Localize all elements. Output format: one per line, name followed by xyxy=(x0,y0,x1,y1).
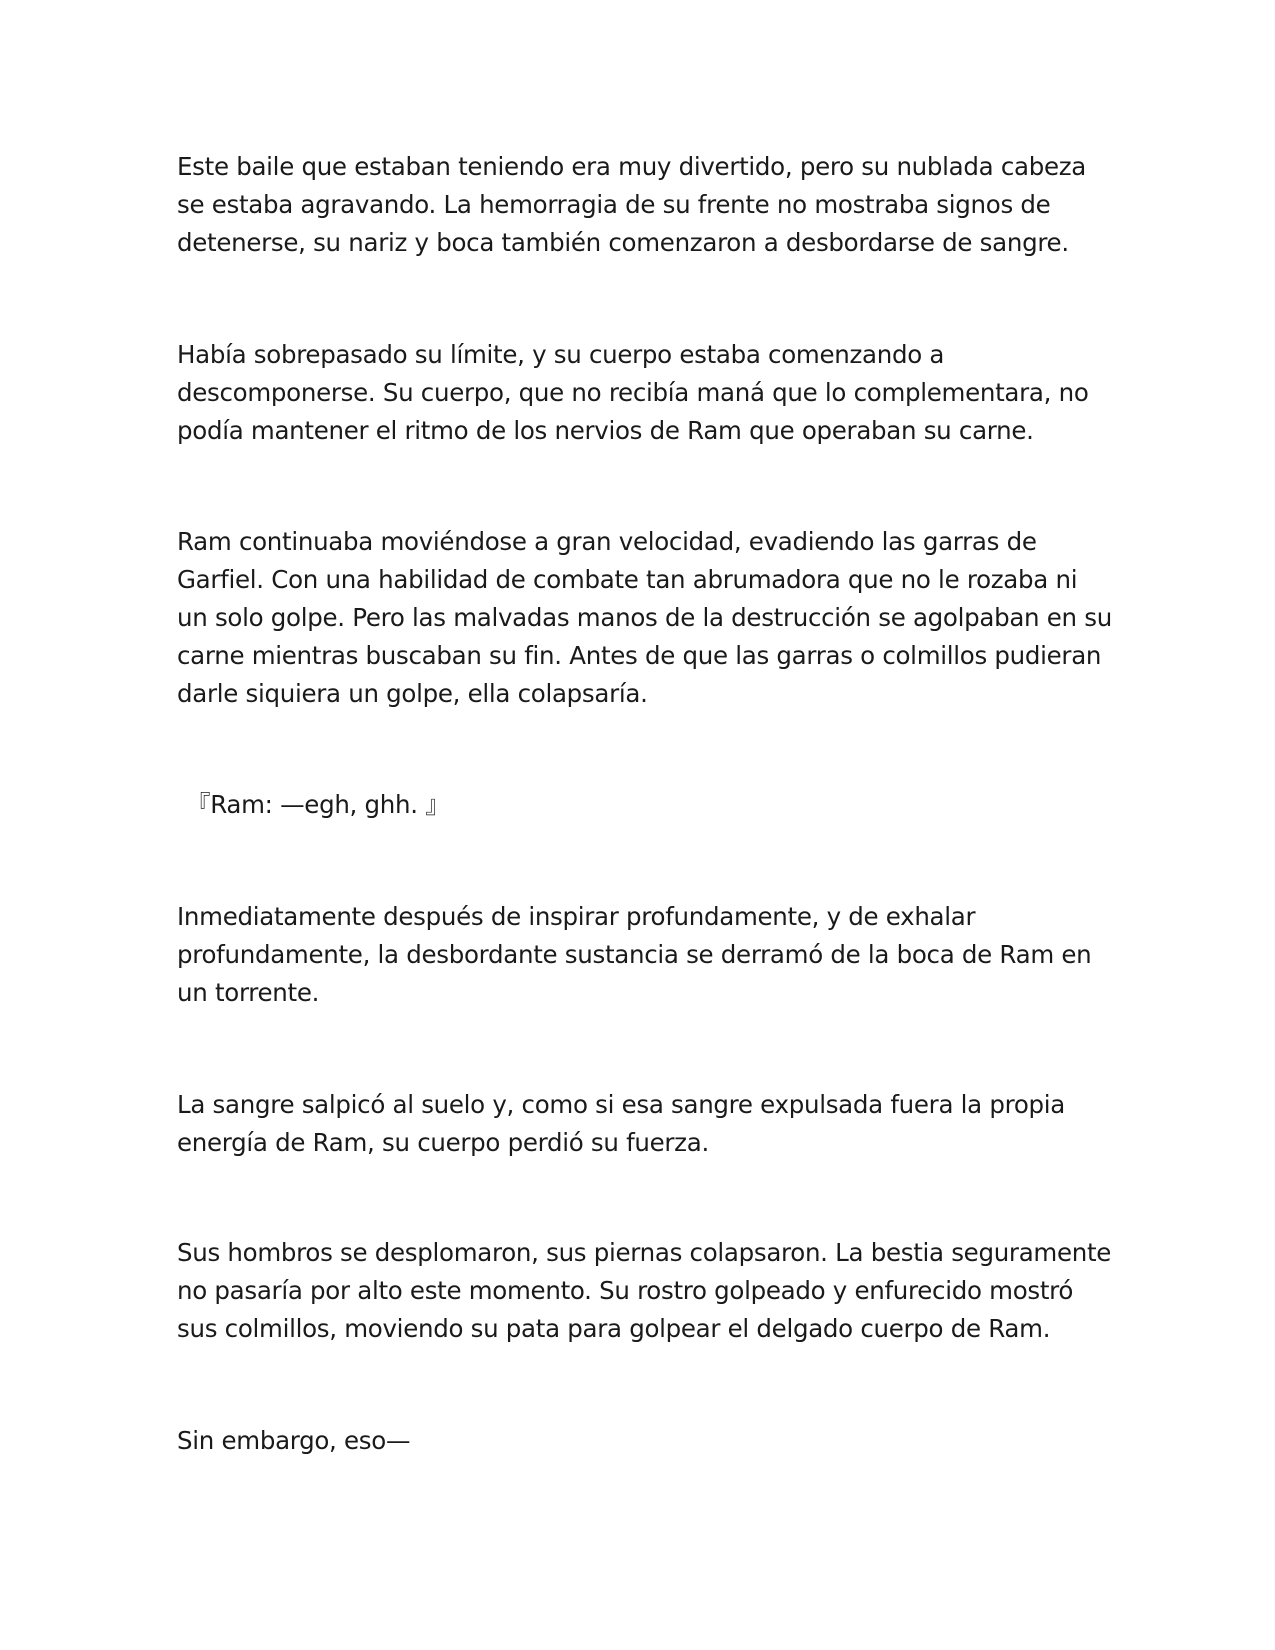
text-line: Había sobrepasado su límite, y su cuerpo estaba comenzando a xyxy=(177,340,945,369)
paragraph xyxy=(177,1422,1107,1460)
text-line: no pasaría por alto este momento. Su rostro golpeado y enfurecido mostró xyxy=(177,1276,1074,1305)
text-line: Sin embargo, eso— xyxy=(177,1426,411,1455)
text-line: se estaba agravando. La hemorragia de su frente no mostraba signos de xyxy=(177,190,1051,219)
text-line: Garfiel. Con una habilidad de combate tan abrumadora que no le rozaba ni xyxy=(177,565,1078,594)
text-line: carne mientras buscaban su fin. Antes de que las garras o colmillos pudieran xyxy=(177,641,1102,670)
paragraph xyxy=(177,1086,1107,1162)
text-line: un torrente. xyxy=(177,978,320,1007)
text-line: Inmediatamente después de inspirar profundamente, y de exhalar xyxy=(177,902,976,931)
text-line: descomponerse. Su cuerpo, que no recibía maná que lo complementara, no xyxy=(177,378,1089,407)
paragraph xyxy=(177,336,1107,450)
paragraph xyxy=(177,898,1107,1012)
text-line: Ram continuaba moviéndose a gran velocidad, evadiendo las garras de xyxy=(177,527,1037,556)
text-line: 『Ram: —egh, ghh. 』 xyxy=(186,790,450,819)
text-line: un solo golpe. Pero las malvadas manos de la destrucción se agolpaban en su xyxy=(177,603,1112,632)
paragraph xyxy=(177,523,1112,713)
dialogue-line xyxy=(186,786,1116,824)
paragraph xyxy=(177,1234,1112,1348)
paragraph xyxy=(177,148,1107,262)
text-line: sus colmillos, moviendo su pata para golpear el delgado cuerpo de Ram. xyxy=(177,1314,1051,1343)
text-line: Este baile que estaban teniendo era muy divertido, pero su nublada cabeza xyxy=(177,152,1087,181)
text-line: La sangre salpicó al suelo y, como si esa sangre expulsada fuera la propia xyxy=(177,1090,1065,1119)
text-line: energía de Ram, su cuerpo perdió su fuerza. xyxy=(177,1128,709,1157)
text-line: detenerse, su nariz y boca también comenzaron a desbordarse de sangre. xyxy=(177,228,1069,257)
text-line: darle siquiera un golpe, ella colapsaría. xyxy=(177,679,648,708)
text-line: podía mantener el ritmo de los nervios de Ram que operaban su carne. xyxy=(177,416,1034,445)
text-line: Sus hombros se desplomaron, sus piernas colapsaron. La bestia seguramente xyxy=(177,1238,1112,1267)
text-line: profundamente, la desbordante sustancia se derramó de la boca de Ram en xyxy=(177,940,1092,969)
